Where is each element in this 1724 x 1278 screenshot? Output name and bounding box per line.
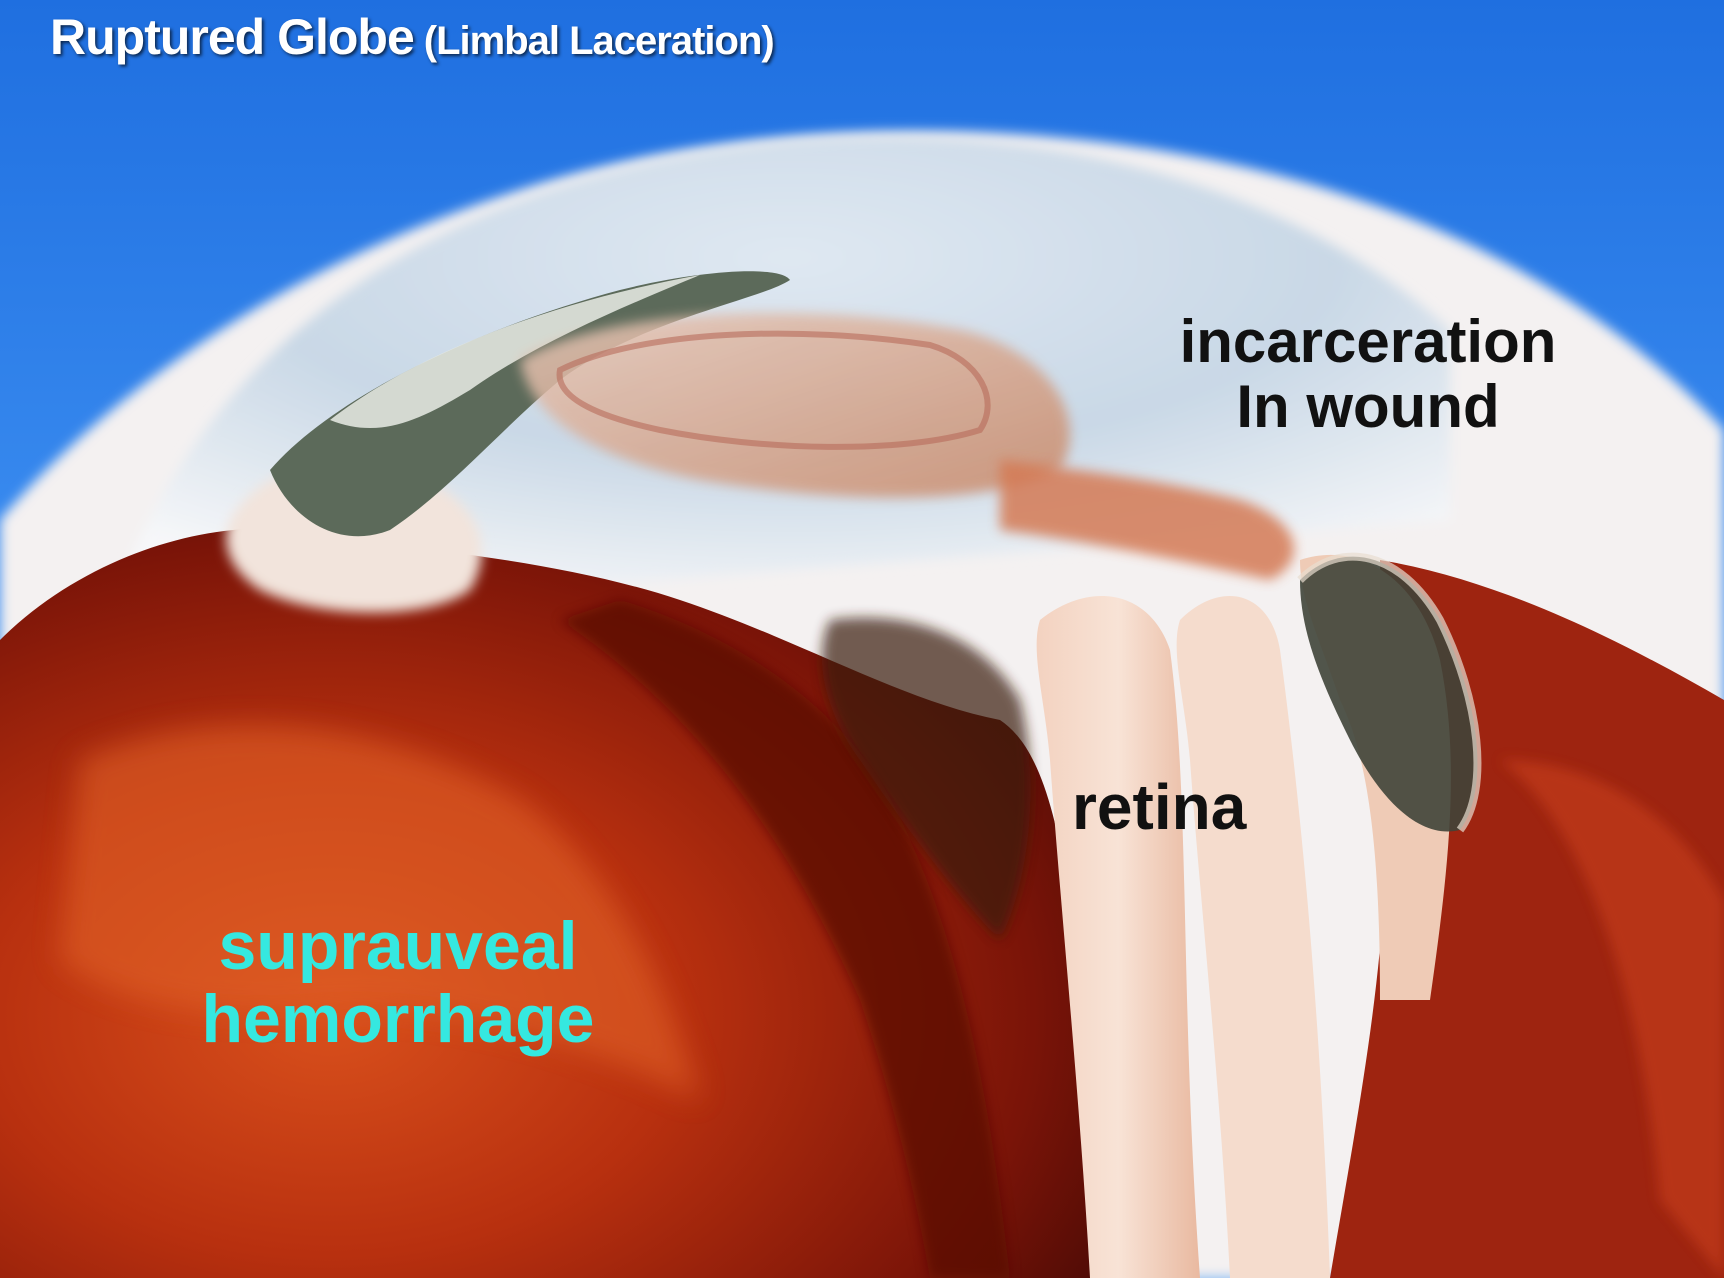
hemorrhage-label-line1: suprauveal — [218, 908, 578, 984]
incarceration-label-line1: incarceration — [1179, 308, 1557, 375]
incarceration-label-line2: In wound — [1236, 372, 1500, 440]
title-subtitle: (Limbal Laceration) — [423, 19, 774, 63]
incarceration-label — [1158, 310, 1578, 440]
title-main: Ruptured Globe — [50, 9, 414, 65]
hemorrhage-label — [168, 910, 628, 1057]
slide-title — [50, 8, 774, 66]
retina-label: retina — [1072, 771, 1247, 843]
hemorrhage-label-line2: hemorrhage — [201, 981, 595, 1058]
